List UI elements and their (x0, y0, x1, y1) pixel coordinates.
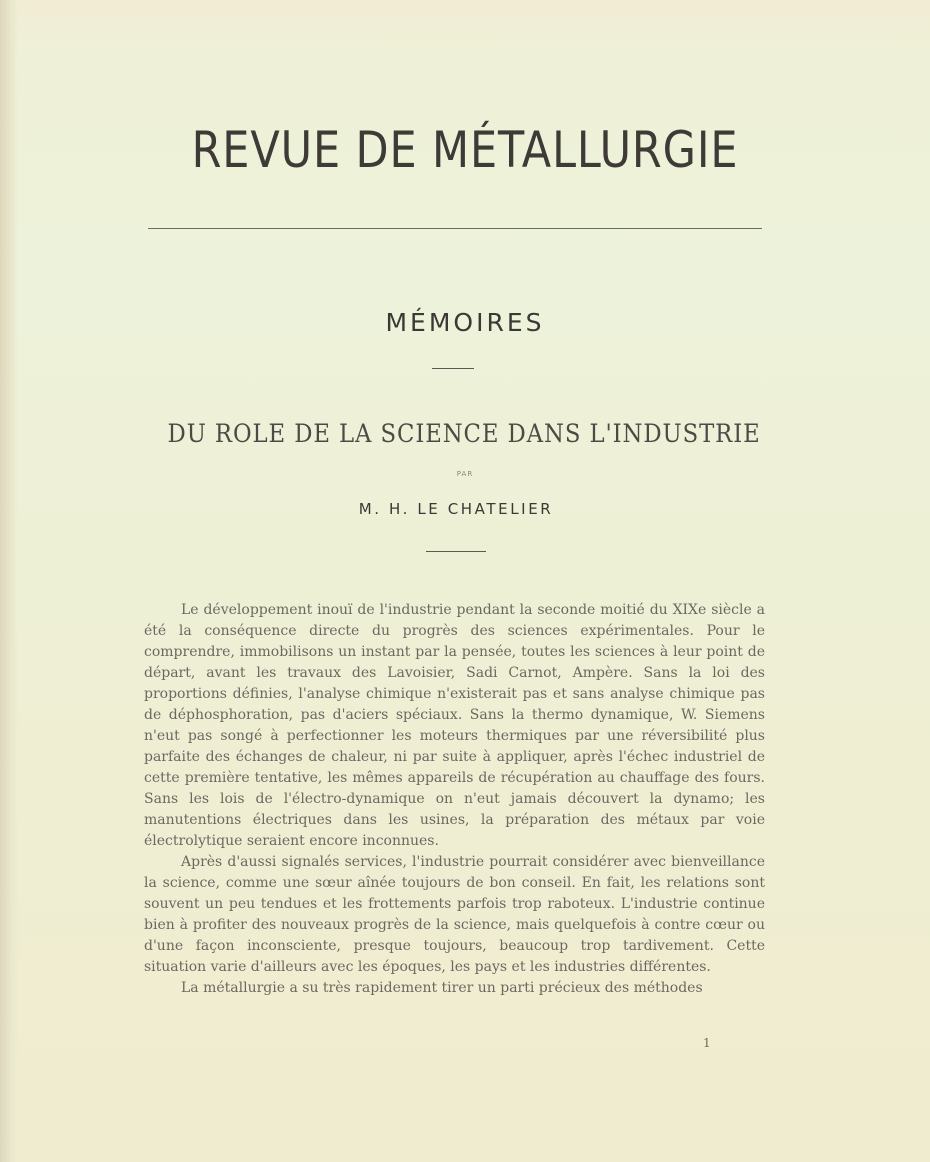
section-rule (432, 368, 474, 369)
article-title: DU ROLE DE LA SCIENCE DANS L'INDUSTRIE (167, 419, 761, 448)
author-name: M. H. LE CHATELIER (358, 500, 554, 518)
title-rule (148, 228, 762, 229)
page-gutter-shadow (0, 0, 18, 1162)
body-paragraph-3: La métallurgie a su très rapidement tirer un parti précieux des méthodes (181, 980, 703, 996)
article-body (144, 600, 765, 999)
journal-title: REVUE DE MÉTALLURGIE (191, 121, 739, 179)
section-title: MÉMOIRES (385, 308, 545, 337)
body-paragraph-2: Après d'aussi signalés services, l'industrie pourrait considérer avec bienveillance la science, comme une sœur aînée toujours de bon conseil. En fait, les relations sont souvent un peu tendues et les frottements parfois trop raboteux. L'industrie continue bien à profiter des nouveaux progrès de la science, mais quelquefois à contre cœur ou d'une façon inconsciente, presque toujours, beaucoup trop tardivement. Cette situation varie d'ailleurs avec les époques, les pays et les industries différentes. (144, 854, 765, 975)
author-rule (426, 551, 486, 552)
by-label: PAR (456, 470, 474, 478)
body-paragraph-1: Le développement inouï de l'industrie pendant la seconde moitié du XIXe siècle a été la conséquence directe du progrès des sciences expérimentales. Pour le comprendre, immobilisons un instant par la pensée, toutes les sciences à leur point de départ, avant les travaux des Lavoisier, Sadi Carnot, Ampère. Sans la loi des proportions définies, l'analyse chimique n'existerait pas et sans analyse chimique pas de déphosphoration, pas d'aciers spéciaux. Sans la thermo dynamique, W. Siemens n'eut pas songé à perfectionner les moteurs thermiques par une réversibilité plus parfaite des échanges de chaleur, ni par suite à appliquer, après l'échec industriel de cette première tentative, les mêmes appareils de récupération au chauffage des fours. Sans les lois de l'électro-dynamique on n'eut jamais découvert la dynamo; les manutentions électriques dans les usines, la préparation des métaux par voie électrolytique seraient encore inconnues. (144, 602, 765, 849)
page-number: 1 (703, 1036, 711, 1050)
